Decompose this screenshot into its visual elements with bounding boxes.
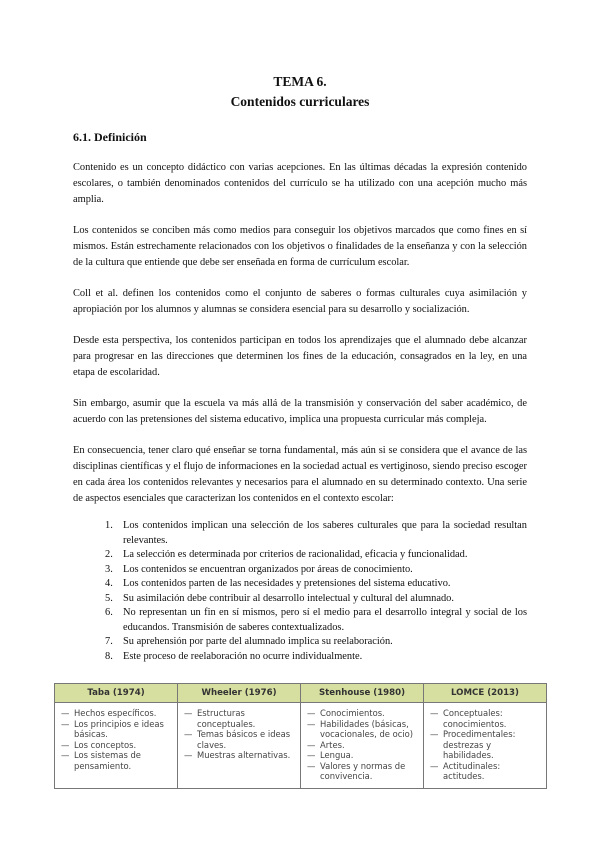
column-header: LOMCE (2013) xyxy=(424,684,547,703)
list-item: 7. Su aprehensión por parte del alumnado implica su reelaboración. xyxy=(105,636,393,647)
table-cell xyxy=(424,703,547,789)
table-cell xyxy=(178,703,301,789)
cell-item: — Lengua. xyxy=(307,750,417,761)
cell-item: — Habilidades (básicas, vocacionales, de ocio) xyxy=(307,719,417,740)
cell-item: — Valores y normas de convivencia. xyxy=(307,761,417,782)
list-item: 4. Los contenidos parten de las necesidades y pretensiones del sistema educativo. xyxy=(105,578,451,589)
title-block xyxy=(0,72,600,112)
body-text xyxy=(73,160,527,664)
cell-item: — Conocimientos. xyxy=(307,708,417,719)
list-item: 8. Este proceso de reelaboración no ocurre individualmente. xyxy=(105,650,363,662)
list-item: 3. Los contenidos se encuentran organizados por áreas de conocimiento. xyxy=(105,563,413,575)
list-item: 5. Su asimilación debe contribuir al desarrollo intelectual y cultural del alumnado. xyxy=(105,592,454,604)
table-cell xyxy=(301,703,424,789)
paragraph: Los contenidos se conciben más como medios para conseguir los objetivos marcados que como fines en sí mismos. Están estrechamente relacionados con los objetivos o finalidades de la enseñanza y con la selección de la cultura que entiende que debe ser enseñada en forma de currículum escolar. xyxy=(73,225,527,268)
column-header: Taba (1974) xyxy=(55,684,178,703)
cell-item: — Actitudinales: actitudes. xyxy=(430,761,540,782)
paragraph: Coll et al. definen los contenidos como el conjunto de saberes o formas culturales cuya asimilación y apropiación por los alumnos y alumnas se considera esencial para su desarrollo y socialización. xyxy=(73,288,527,315)
cell-item: — Temas básicos e ideas claves. xyxy=(184,729,294,750)
paragraph: Desde esta perspectiva, los contenidos participan en todos los aprendizajes que el alumnado debe alcanzar para progresar en las direcciones que determinen los fines de la educación, consagrados en la ley, en una etapa de escolaridad. xyxy=(73,335,527,378)
cell-item: — Artes. xyxy=(307,740,417,751)
contents-classification-table xyxy=(54,683,547,789)
list-item: 6. No representan un fin en sí mismos, pero sí el medio para el desarrollo integral y social de los educandos. Transmisión de saberes contextualizados. xyxy=(105,607,527,633)
cell-item: — Hechos específicos. xyxy=(61,708,171,719)
cell-item: — Los conceptos. xyxy=(61,740,171,751)
table-row xyxy=(55,703,547,789)
section-heading: 6.1. Definición xyxy=(73,130,147,144)
topic-title: Contenidos curriculares xyxy=(230,94,370,109)
column-header: Wheeler (1976) xyxy=(178,684,301,703)
cell-item: — Procedimentales: destrezas y habilidades. xyxy=(430,729,540,761)
cell-item: — Los principios e ideas básicas. xyxy=(61,719,171,740)
paragraph: Contenido es un concepto didáctico con varias acepciones. En las últimas décadas la expresión contenido escolares, o también denominados contenidos del currículo se ha utilizado con una acepción mucho más amplia. xyxy=(73,162,527,205)
column-header: Stenhouse (1980) xyxy=(301,684,424,703)
table-header-row xyxy=(55,684,547,703)
paragraph: Sin embargo, asumir que la escuela va más allá de la transmisión y conservación del saber académico, de acuerdo con las pretensiones del sistema educativo, implica una propuesta curricular más compleja. xyxy=(73,398,527,425)
cell-item: — Muestras alternativas. xyxy=(184,750,294,761)
cell-item: — Conceptuales: conocimientos. xyxy=(430,708,540,729)
topic-number: TEMA 6. xyxy=(273,74,327,89)
list-item: 2. La selección es determinada por criterios de racionalidad, eficacia y funcionalidad. xyxy=(105,549,468,560)
cell-item: — Estructuras conceptuales. xyxy=(184,708,294,729)
table-cell xyxy=(55,703,178,789)
paragraph: En consecuencia, tener claro qué enseñar se torna fundamental, más aún si se considera que el avance de las disciplinas científicas y el flujo de informaciones en la sociedad actual es vertiginoso, siendo preciso escoger en cada área los contenidos relevantes y necesarios para el alumnado en su determinado contexto. Una serie de aspectos esenciales que caracterizan los contenidos en el contexto escolar: xyxy=(73,445,527,504)
characteristics-list xyxy=(73,519,527,664)
list-item: 1. Los contenidos implican una selección de los saberes culturales que para la sociedad resultan relevantes. xyxy=(105,520,527,546)
cell-item: — Los sistemas de pensamiento. xyxy=(61,750,171,771)
